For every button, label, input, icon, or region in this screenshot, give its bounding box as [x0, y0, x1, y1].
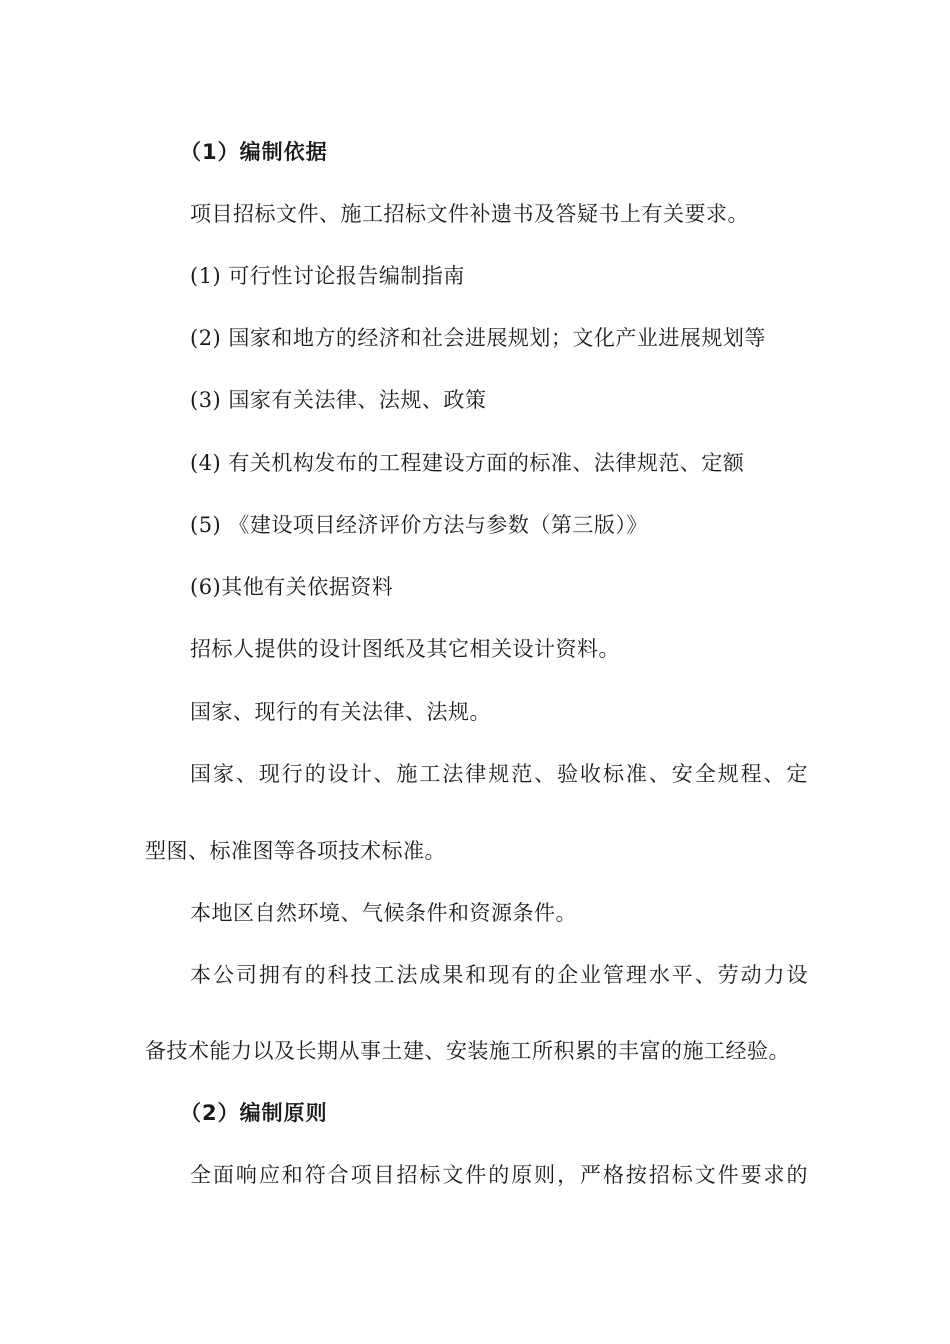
- list-item-1: (1) 可行性讨论报告编制指南: [190, 264, 465, 288]
- paragraph-principles-line1: 全面响应和符合项目招标文件的原则，严格按招标文件要求的: [190, 1163, 808, 1187]
- list-item-5: (5) 《建设项目经济评价方法与参数（第三版）》: [190, 513, 648, 537]
- paragraph-environment: 本地区自然环境、气候条件和资源条件。: [190, 901, 577, 925]
- paragraph-standards-line2: 型图、标准图等各项技术标准。: [145, 839, 446, 863]
- paragraph-laws: 国家、现行的有关法律、法规。: [190, 700, 491, 724]
- paragraph-company-line2: 备技术能力以及长期从事土建、安装施工所积累的丰富的施工经验。: [145, 1039, 790, 1063]
- list-item-2: (2) 国家和地方的经济和社会进展规划；文化产业进展规划等: [190, 326, 766, 350]
- paragraph-design-drawings: 招标人提供的设计图纸及其它相关设计资料。: [190, 637, 620, 661]
- paragraph-company-line1: 本公司拥有的科技工法成果和现有的企业管理水平、劳动力设: [190, 963, 808, 987]
- list-item-6: (6)其他有关依据资料: [190, 575, 394, 599]
- paragraph-tender-docs: 项目招标文件、施工招标文件补遗书及答疑书上有关要求。: [190, 202, 749, 226]
- list-item-4: (4) 有关机构发布的工程建设方面的标准、法律规范、定额: [190, 451, 745, 475]
- section-heading-principles: （2）编制原则: [180, 1101, 328, 1125]
- section-heading-basis: （1）编制依据: [180, 140, 328, 164]
- list-item-3: (3) 国家有关法律、法规、政策: [190, 388, 487, 412]
- paragraph-standards-line1: 国家、现行的设计、施工法律规范、验收标准、安全规程、定: [190, 762, 808, 786]
